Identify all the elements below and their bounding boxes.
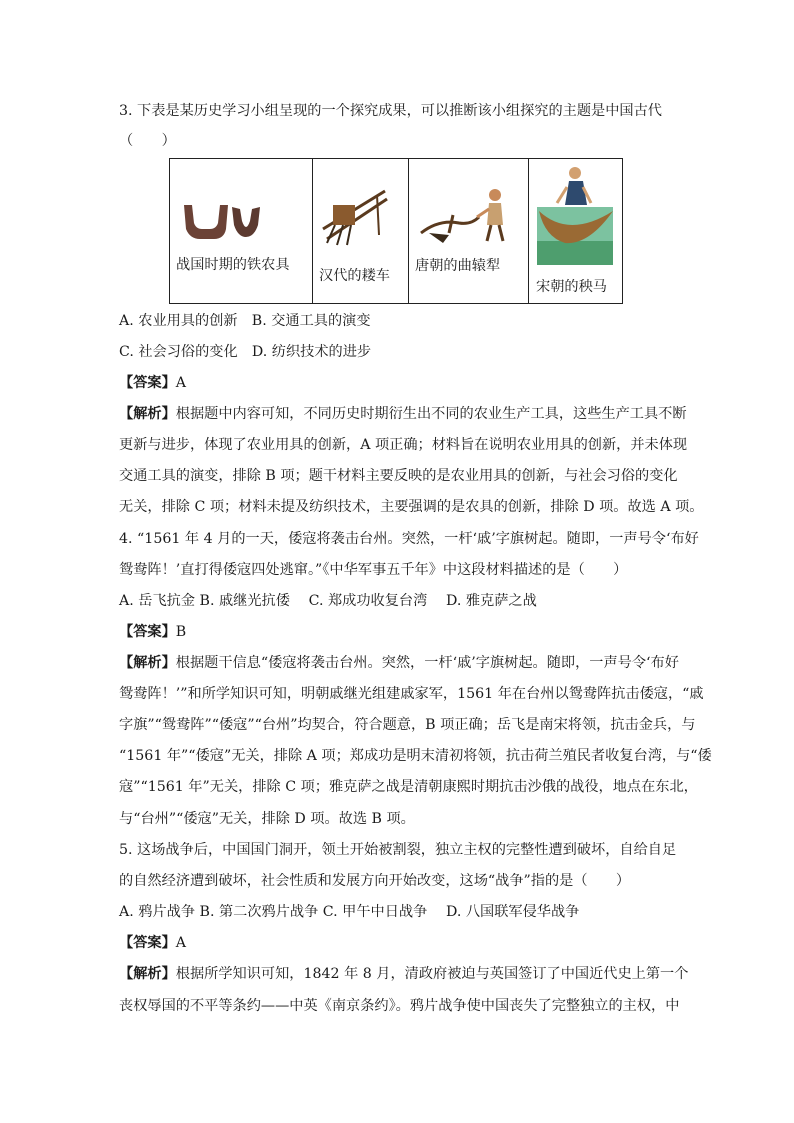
question-4-analysis-2: 鸳鸯阵！’”和所学知识可知，明朝戚继光组建戚家军，1561 年在台州以鸳鸯阵抗击倭寇，“戚 <box>119 686 704 702</box>
question-3-options-cd: C. 社会习俗的变化 D. 纺织技术的进步 <box>119 344 372 360</box>
question-4-analysis-3: 字旗”“鸳鸯阵”“倭寇”“台州”均契合，符合题意，B 项正确；岳飞是南宋将领，抗击金兵，与 <box>119 717 696 733</box>
question-4-stem-2: 鸳鸯阵！’直打得倭寇四处逃窜。”《中华军事五千年》中这段材料描述的是（ ） <box>119 562 628 578</box>
question-3-options-ab: A. 农业用具的创新 B. 交通工具的演变 <box>119 313 371 329</box>
question-5-stem-1: 5. 这场战争后，中国国门洞开，领土开始被割裂，独立主权的完整性遭到破坏，自给自足 <box>119 842 677 858</box>
analysis-label: 【解析】 <box>119 406 176 422</box>
question-4-analysis-1: 【解析】根据题干信息“倭寇将袭击台州。突然，一杆‘戚’字旗树起。随即，一声号令‘布好 <box>119 655 679 671</box>
question-5-analysis-1: 【解析】根据所学知识可知，1842 年 8 月，清政府被迫与英国签订了中国近代史上第一个 <box>119 966 689 982</box>
tools-table <box>169 158 623 304</box>
question-3-analysis-4: 无关，排除 C 项；材料未提及纺织技术，主要强调的是农具的创新，排除 D 项。故选 A 项。 <box>119 499 704 515</box>
answer-value: A <box>175 375 187 391</box>
question-4-analysis-4: “1561 年”“倭寇”无关，排除 A 项；郑成功是明末清初将领，抗击荷兰殖民者收复台湾，与“倭 <box>119 748 712 764</box>
curved-plough-image <box>409 159 529 303</box>
answer-label: 【答案】 <box>119 375 176 391</box>
answer-value: A <box>175 935 187 951</box>
table-cell-louche <box>313 159 409 303</box>
answer-label: 【答案】 <box>119 935 176 951</box>
question-3-paren: （ ） <box>119 133 176 149</box>
table-caption-3: 唐朝的曲辕犁 <box>415 258 501 274</box>
question-3-analysis-2: 更新与进步，体现了农业用具的创新，A 项正确；材料旨在说明农业用具的创新，并未体现 <box>119 437 688 453</box>
question-4-analysis-6: 与“台州”“倭寇”无关，排除 D 项。故选 B 项。 <box>119 811 415 827</box>
question-4-stem-1: 4. “1561 年 4 月的一天，倭寇将袭击台州。突然，一杆‘戚’字旗树起。随即，一声号令‘布好 <box>119 531 699 547</box>
question-5-stem-2: 的自然经济遭到破坏，社会性质和发展方向开始改变，这场“战争”指的是（ ） <box>119 873 631 889</box>
table-caption-4: 宋朝的秧马 <box>536 279 607 295</box>
iron-tools-image <box>170 159 313 303</box>
question-4-analysis-5: 寇”“1561 年”无关，排除 C 项；雅克萨之战是清朝康熙时期抗击沙俄的战役，地点在东北， <box>119 779 698 795</box>
question-5-answer <box>119 933 186 953</box>
question-4-options: A. 岳飞抗金 B. 戚继光抗倭 C. 郑成功收复台湾 D. 雅克萨之战 <box>119 593 537 609</box>
question-5-analysis-2: 丧权辱国的不平等条约——中英《南京条约》。鸦片战争使中国丧失了完整独立的主权，中 <box>119 998 680 1014</box>
analysis-label: 【解析】 <box>119 655 176 671</box>
answer-label: 【答案】 <box>119 624 176 640</box>
table-cell-iron-tools <box>170 159 313 303</box>
table-cell-yangma <box>529 159 622 303</box>
table-caption-1: 战国时期的铁农具 <box>176 257 290 273</box>
question-3-analysis-3: 交通工具的演变，排除 B 项；题干材料主要反映的是农业用具的创新，与社会习俗的变化 <box>119 468 678 484</box>
question-3-analysis-1: 【解析】根据题中内容可知，不同历史时期衍生出不同的农业生产工具，这些生产工具不断 <box>119 406 687 422</box>
question-3-answer <box>119 373 186 393</box>
question-5-options: A. 鸦片战争 B. 第二次鸦片战争 C. 甲午中日战争 D. 八国联军侵华战争 <box>119 904 580 920</box>
analysis-label: 【解析】 <box>119 966 176 982</box>
table-caption-2: 汉代的耧车 <box>319 268 390 284</box>
table-cell-plough <box>409 159 529 303</box>
question-3-stem: 3. 下表是某历史学习小组呈现的一个探究成果，可以推断该小组探究的主题是中国古代 <box>119 103 662 119</box>
answer-value: B <box>175 624 187 640</box>
question-4-answer <box>119 622 186 642</box>
